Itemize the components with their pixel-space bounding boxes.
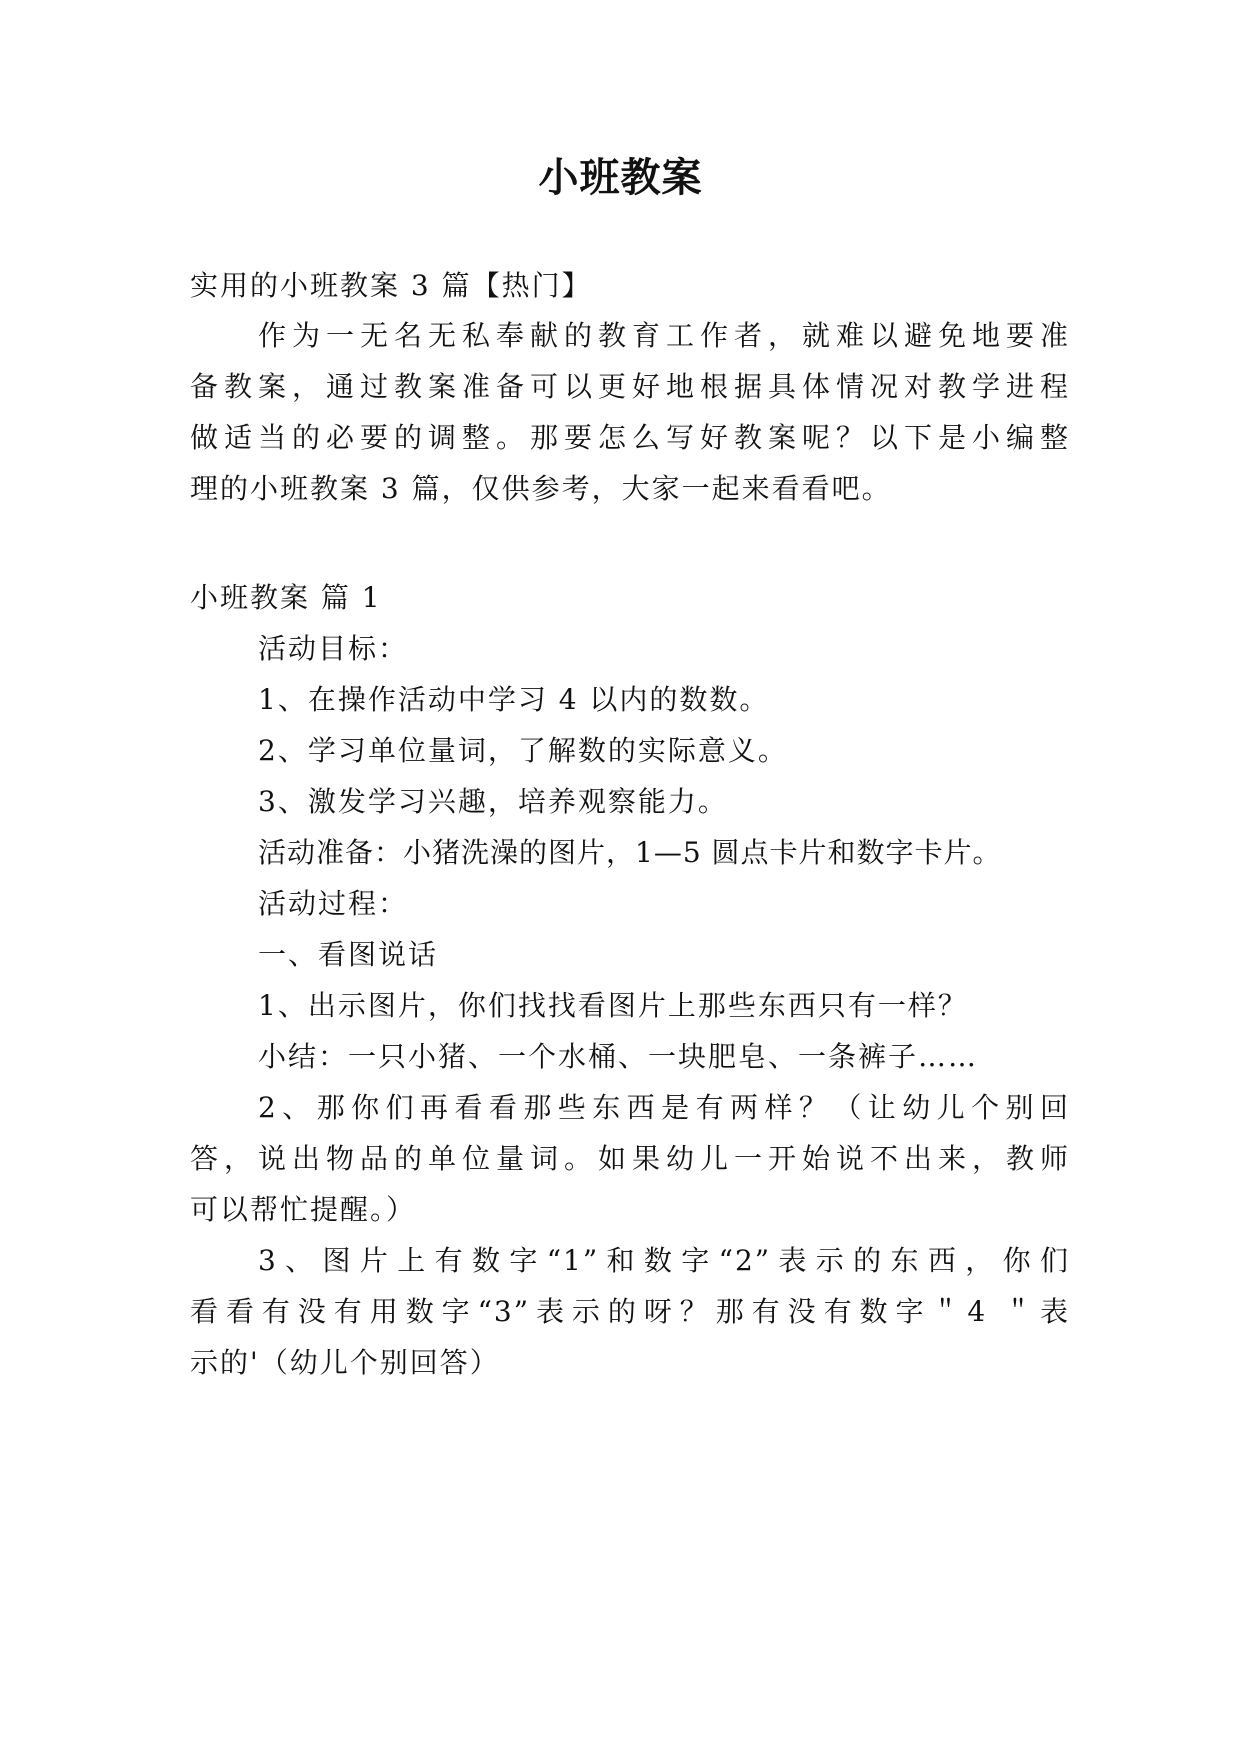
- body-line-6: 活动过程：: [258, 887, 409, 920]
- document-title: 小班教案: [538, 154, 703, 201]
- body-line-5: 活动准备：小猪洗澡的图片，1—5 圆点卡片和数字卡片。: [258, 836, 1002, 869]
- section-title: 小班教案 篇 1: [190, 581, 382, 614]
- intro-line-3: 做适当的必要的调整。那要怎么写好教案呢？以下是小编整: [190, 421, 1070, 454]
- body-line-10: 2、那你们再看看那些东西是有两样？（让幼儿个别回: [258, 1091, 1070, 1124]
- article-heading: 实用的小班教案 3 篇【热门】: [190, 269, 592, 302]
- body-line-4: 3、激发学习兴趣，培养观察能力。: [258, 785, 728, 818]
- body-line-15: 示的'（幼儿个别回答）: [190, 1346, 500, 1379]
- intro-line-2: 备教案，通过教案准备可以更好地根据具体情况对教学进程: [190, 370, 1070, 403]
- body-line-2: 1、在操作活动中学习 4 以内的数数。: [258, 683, 770, 716]
- body-line-11: 答，说出物品的单位量词。如果幼儿一开始说不出来，教师: [190, 1142, 1070, 1175]
- body-line-3: 2、学习单位量词，了解数的实际意义。: [258, 734, 788, 767]
- body-line-12: 可以帮忙提醒。）: [190, 1193, 417, 1226]
- body-line-13: 3、图片上有数字“1”和数字“2”表示的东西，你们: [258, 1244, 1070, 1277]
- body-line-9: 小结：一只小猪、一个水桶、一块肥皂、一条裤子……: [258, 1040, 979, 1073]
- intro-line-4: 理的小班教案 3 篇，仅供参考，大家一起来看看吧。: [190, 472, 892, 505]
- body-line-8: 1、出示图片，你们找找看图片上那些东西只有一样？: [258, 989, 968, 1022]
- body-line-1: 活动目标：: [258, 632, 409, 665]
- body-line-14: 看看有没有用数字“3”表示的呀？那有没有数字＂4 ＂表: [190, 1295, 1070, 1328]
- intro-line-1: 作为一无名无私奉献的教育工作者，就难以避免地要准: [258, 319, 1070, 352]
- body-line-7: 一、看图说话: [258, 938, 439, 971]
